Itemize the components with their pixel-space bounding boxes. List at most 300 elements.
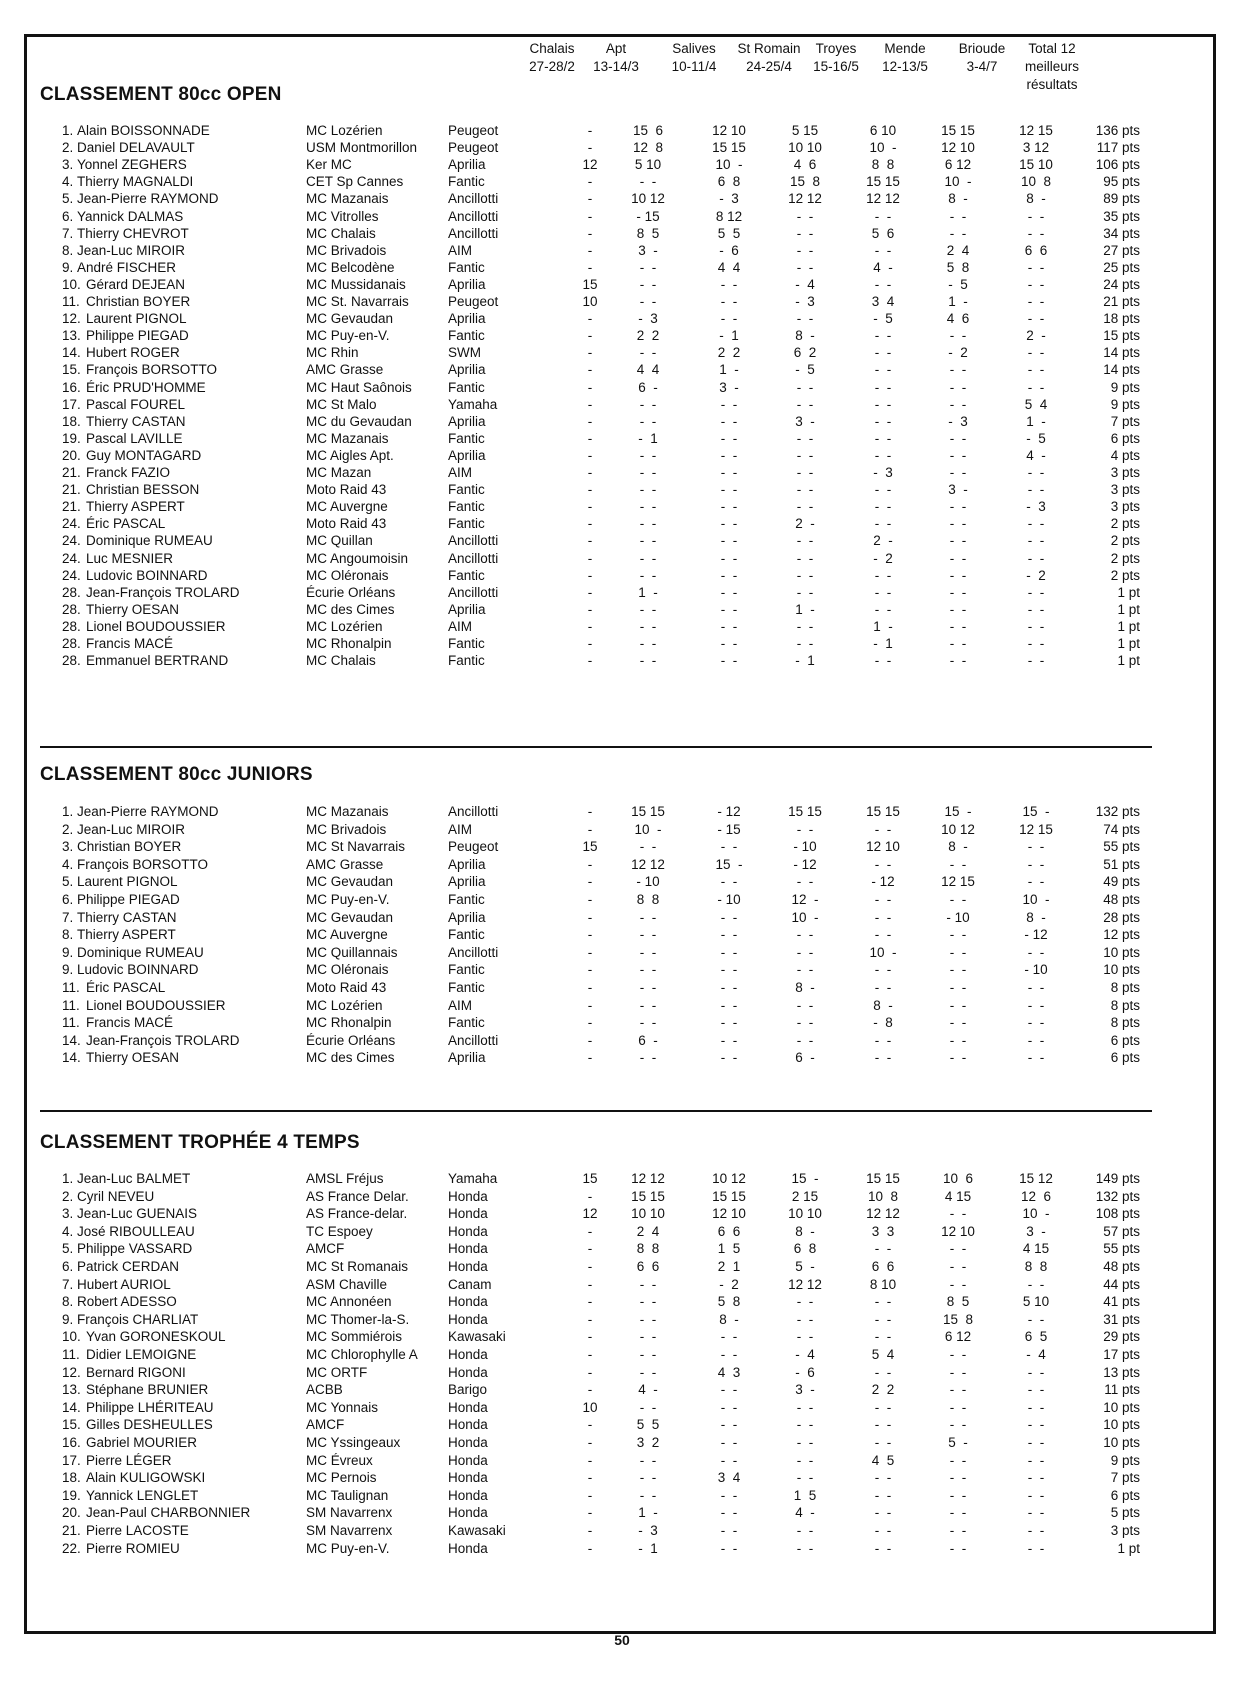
score-cell: - - — [1027, 345, 1045, 361]
rider-name: Jean-Luc BALMET — [77, 1171, 191, 1186]
score-cell: - - — [639, 294, 657, 309]
rank: 15. — [62, 1417, 81, 1433]
score-cell: 5 10 — [1022, 1294, 1050, 1310]
make-name: Fantic — [448, 927, 485, 943]
club-name: AMCF — [306, 1241, 345, 1257]
score-cell: - - — [949, 516, 967, 532]
make-name: Honda — [448, 1487, 488, 1503]
club-name: USM Montmorillon — [306, 140, 418, 156]
total-points: 31 pts — [1103, 1311, 1140, 1327]
score-cell: - - — [874, 447, 892, 463]
score-cell: - — [587, 1276, 593, 1292]
score-cell: 1 - — [638, 1505, 658, 1521]
score-cell: 8 8 — [871, 157, 895, 173]
table-row — [0, 1452, 1244, 1470]
score-cell: - - — [796, 997, 814, 1013]
score-cell: 15 8 — [789, 174, 821, 190]
make-name: Yamaha — [448, 396, 498, 412]
score-cell: 12 10 — [712, 123, 746, 138]
score-cell: - - — [1027, 311, 1045, 327]
score-cell: - — [587, 208, 593, 224]
score-cell: - - — [639, 550, 657, 566]
make-name: Fantic — [448, 636, 485, 651]
score-cell: - - — [639, 413, 657, 429]
total-points: 55 pts — [1103, 1241, 1140, 1257]
rider-name: Jean-François TROLARD — [86, 1032, 240, 1048]
rider-name: Yvan GORONESKOUL — [86, 1329, 226, 1345]
score-cell: 6 - — [795, 1050, 815, 1066]
make-name: Peugeot — [448, 294, 499, 309]
score-cell: - - — [796, 1540, 814, 1556]
make-name: Honda — [448, 1311, 488, 1327]
make-name: Ancillotti — [448, 191, 499, 207]
score-cell: - - — [1027, 874, 1045, 890]
score-cell: 15 15 — [941, 123, 975, 138]
rider-name: Jean-François TROLARD — [86, 584, 240, 600]
score-cell: 3 - — [795, 1382, 815, 1398]
make-name: Aprilia — [448, 362, 486, 378]
make-name: Yamaha — [448, 1171, 498, 1186]
table-row — [0, 567, 1244, 585]
column-header-date: 13-14/3 — [593, 59, 639, 74]
club-name: Ker MC — [306, 157, 352, 173]
make-name: Fantic — [448, 379, 485, 395]
score-cell: 10 10 — [631, 1206, 665, 1222]
score-cell: - 2 — [873, 550, 893, 566]
rank: 10. — [62, 276, 81, 292]
score-cell: 15 12 — [1019, 1171, 1053, 1186]
score-cell: 4 - — [795, 1505, 815, 1521]
total-points: 6 pts — [1110, 430, 1140, 446]
score-cell: - — [587, 328, 593, 344]
total-points: 74 pts — [1103, 821, 1140, 837]
table-row — [0, 584, 1244, 602]
club-name: Écurie Orléans — [306, 584, 396, 600]
make-name: AIM — [448, 465, 473, 480]
score-cell: - - — [796, 874, 814, 890]
total-points: 9 pts — [1110, 1452, 1140, 1468]
score-cell: - - — [796, 430, 814, 446]
rank: 9. — [62, 259, 74, 275]
score-cell: 12 - — [791, 892, 819, 907]
score-cell: 10 - — [1022, 892, 1050, 907]
score-cell: - - — [949, 1382, 967, 1398]
score-cell: 10 12 — [631, 191, 665, 207]
score-cell: - 6 — [795, 1364, 815, 1380]
score-cell: - — [587, 821, 593, 837]
rider-name: Lionel BOUDOUSSIER — [86, 618, 226, 634]
score-cell: 15 10 — [1019, 157, 1053, 173]
score-cell: - - — [796, 944, 814, 960]
section-title: CLASSEMENT TROPHÉE 4 TEMPS — [40, 1132, 360, 1153]
total-points: 35 pts — [1103, 208, 1140, 224]
table-row — [0, 1416, 1244, 1434]
score-cell: - - — [720, 1050, 738, 1066]
score-cell: 1 - — [948, 294, 968, 309]
table-row — [0, 891, 1244, 909]
score-cell: - - — [949, 653, 967, 669]
score-cell: 2 2 — [871, 1382, 895, 1398]
score-cell: 6 - — [638, 379, 658, 395]
score-cell: - — [587, 944, 593, 960]
score-cell: - - — [720, 980, 738, 995]
score-cell: - 12 — [871, 874, 895, 890]
rider-name: Francis MACÉ — [86, 1015, 174, 1031]
score-cell: - - — [720, 499, 738, 515]
score-cell: - - — [949, 1523, 967, 1538]
make-name: AIM — [448, 618, 473, 634]
score-cell: - - — [720, 1382, 738, 1398]
table-row — [0, 1170, 1244, 1188]
score-cell: - 3 — [948, 413, 968, 429]
table-row — [0, 635, 1244, 653]
score-cell: - - — [639, 1311, 657, 1327]
column-header-name: Mende — [884, 41, 926, 56]
table-row — [0, 276, 1244, 294]
score-cell: - - — [1027, 944, 1045, 960]
score-cell: - — [587, 1032, 593, 1048]
score-cell: - - — [720, 311, 738, 327]
rank: 11. — [62, 1347, 80, 1362]
score-cell: - - — [874, 516, 892, 532]
table-row — [0, 909, 1244, 927]
score-cell: 12 12 — [866, 1206, 900, 1222]
rank: 18. — [62, 1470, 81, 1486]
table-row — [0, 344, 1244, 362]
score-cell: 10 — [582, 294, 598, 309]
rank: 2. — [62, 821, 74, 837]
rank: 14. — [62, 1032, 81, 1048]
total-points: 15 pts — [1103, 328, 1140, 344]
score-cell: - - — [874, 1050, 892, 1066]
score-cell: - - — [949, 856, 967, 872]
club-name: MC Quillannais — [306, 944, 398, 960]
table-row — [0, 926, 1244, 944]
score-cell: - - — [949, 550, 967, 566]
total-points: 149 pts — [1095, 1171, 1140, 1186]
score-cell: - - — [720, 533, 738, 549]
score-cell: - - — [1027, 1505, 1045, 1521]
score-cell: - - — [874, 362, 892, 378]
score-cell: 6 6 — [636, 1259, 660, 1274]
score-cell: 3 - — [719, 379, 739, 395]
score-cell: - - — [639, 396, 657, 412]
score-cell: 10 6 — [942, 1171, 974, 1186]
score-cell: - - — [639, 276, 657, 292]
total-points: 11 pts — [1104, 1382, 1140, 1398]
score-cell: - — [587, 1329, 593, 1345]
total-points: 108 pts — [1095, 1206, 1140, 1222]
column-header-name: Chalais — [529, 41, 575, 56]
make-name: Ancillotti — [448, 533, 499, 549]
score-cell: - — [587, 1294, 593, 1310]
column-header-name: Apt — [605, 41, 627, 56]
table-row — [0, 122, 1244, 140]
rank: 4. — [62, 174, 74, 190]
score-cell: 8 - — [873, 997, 893, 1013]
score-cell: - - — [639, 653, 657, 669]
score-cell: 3 12 — [1022, 140, 1050, 156]
make-name: Aprilia — [448, 311, 486, 327]
make-name: Ancillotti — [448, 944, 499, 960]
table-row — [0, 430, 1244, 448]
score-cell: - — [587, 140, 593, 156]
rank: 14. — [62, 1399, 81, 1415]
total-points: 1 pt — [1117, 601, 1140, 617]
score-cell: - - — [1027, 208, 1045, 224]
rank: 24. — [62, 567, 81, 583]
rider-name: Jean-Luc MIROIR — [77, 821, 186, 837]
score-cell: 2 4 — [946, 242, 970, 258]
rank: 28. — [62, 618, 81, 634]
column-header-name: Salives — [672, 41, 716, 56]
score-cell: 4 5 — [871, 1452, 895, 1468]
total-points: 117 pts — [1096, 140, 1140, 156]
rider-name: Luc MESNIER — [86, 550, 174, 566]
score-cell: - - — [949, 1417, 967, 1433]
score-cell: - - — [796, 1015, 814, 1031]
club-name: Moto Raid 43 — [306, 516, 387, 532]
total-points: 132 pts — [1095, 804, 1140, 819]
make-name: Honda — [448, 1505, 488, 1521]
score-cell: 3 - — [638, 242, 658, 258]
score-cell: - — [587, 1259, 593, 1274]
total-points: 18 pts — [1103, 311, 1140, 327]
score-cell: 2 - — [795, 516, 815, 532]
table-row — [0, 1276, 1244, 1294]
rider-name: Pascal LAVILLE — [86, 430, 183, 446]
make-name: Honda — [448, 1435, 488, 1450]
score-cell: 12 10 — [941, 140, 975, 156]
score-cell: - - — [949, 1206, 967, 1222]
table-row — [0, 873, 1244, 891]
rank: 2. — [62, 1188, 74, 1204]
score-cell: - - — [639, 499, 657, 515]
score-cell: - - — [1027, 584, 1045, 600]
score-cell: - - — [720, 294, 738, 309]
score-cell: - — [587, 927, 593, 943]
score-cell: - - — [874, 345, 892, 361]
club-name: MC Yssingeaux — [306, 1435, 401, 1450]
table-row — [0, 601, 1244, 619]
score-cell: - 8 — [873, 1015, 893, 1031]
score-cell: 12 15 — [1019, 123, 1053, 138]
score-cell: - - — [639, 618, 657, 634]
table-row — [0, 1540, 1244, 1558]
score-cell: 6 12 — [944, 1329, 972, 1345]
score-cell: - - — [949, 225, 967, 241]
score-cell: 1 5 — [717, 1241, 741, 1257]
score-cell: - - — [639, 1364, 657, 1380]
club-name: MC Haut Saônois — [306, 379, 412, 395]
score-cell: 4 15 — [1022, 1241, 1050, 1257]
table-row — [0, 481, 1244, 499]
make-name: Honda — [448, 1540, 488, 1556]
rider-name: Didier LEMOIGNE — [86, 1347, 197, 1362]
club-name: MC Puy-en-V. — [306, 1540, 390, 1556]
rank: 21. — [62, 499, 81, 515]
score-cell: 12 12 — [631, 856, 665, 872]
rank: 2. — [62, 140, 74, 156]
rider-name: Laurent PIGNOL — [77, 874, 178, 890]
score-cell: - - — [720, 927, 738, 943]
score-cell: - 5 — [1026, 430, 1046, 446]
score-cell: - — [587, 1188, 593, 1204]
score-cell: - - — [874, 208, 892, 224]
score-cell: 3 2 — [636, 1435, 660, 1450]
rider-name: Yannick LENGLET — [86, 1487, 199, 1503]
score-cell: - - — [874, 1241, 892, 1257]
score-cell: - - — [949, 533, 967, 549]
score-cell: - — [587, 1241, 593, 1257]
score-cell: - - — [796, 584, 814, 600]
score-cell: - — [587, 482, 593, 498]
make-name: AIM — [448, 821, 473, 837]
club-name: MC Pernois — [306, 1470, 377, 1486]
score-cell: 10 10 — [788, 140, 822, 156]
total-points: 1 pt — [1117, 653, 1140, 669]
column-header — [1002, 40, 1102, 94]
total-points: 10 pts — [1103, 944, 1140, 960]
score-cell: - - — [874, 430, 892, 446]
rider-name: Pierre LÉGER — [86, 1452, 172, 1468]
make-name: SWM — [448, 345, 481, 361]
rank: 11. — [62, 980, 80, 995]
club-name: ACBB — [306, 1382, 343, 1398]
total-points: 3 pts — [1110, 499, 1140, 515]
rank: 9. — [62, 1311, 74, 1327]
make-name: Honda — [448, 1399, 488, 1415]
score-cell: - - — [1027, 839, 1045, 855]
rank: 22. — [62, 1540, 81, 1556]
score-cell: - 1 — [638, 1540, 658, 1556]
score-cell: - — [587, 1417, 593, 1433]
score-cell: - 3 — [638, 311, 658, 327]
score-cell: 15 - — [1022, 804, 1050, 819]
score-cell: 8 - — [719, 1311, 739, 1327]
score-cell: - - — [949, 892, 967, 907]
column-header-date: 10-11/4 — [671, 59, 717, 74]
column-header-date: meilleurs — [1024, 59, 1079, 74]
score-cell: 6 8 — [717, 174, 741, 190]
score-cell: - - — [1027, 618, 1045, 634]
score-cell: 1 - — [795, 601, 815, 617]
score-cell: - — [587, 1540, 593, 1556]
score-cell: 4 3 — [717, 1364, 741, 1380]
score-cell: - - — [1027, 1032, 1045, 1048]
table-row — [0, 1049, 1244, 1067]
score-cell: - - — [1027, 601, 1045, 617]
score-cell: 8 - — [1026, 909, 1046, 925]
score-cell: - - — [796, 259, 814, 275]
score-cell: 6 10 — [869, 123, 897, 138]
score-cell: - — [587, 962, 593, 978]
make-name: Fantic — [448, 174, 485, 190]
score-cell: - - — [639, 636, 657, 651]
total-points: 136 pts — [1095, 123, 1140, 138]
score-cell: - 4 — [795, 276, 815, 292]
score-cell: - — [587, 447, 593, 463]
score-cell: - — [587, 533, 593, 549]
total-points: 106 pts — [1095, 157, 1140, 173]
section-divider — [40, 746, 1152, 748]
score-cell: - - — [874, 1523, 892, 1538]
rank: 14. — [62, 345, 81, 361]
score-cell: - - — [720, 1347, 738, 1362]
rank: 3. — [62, 157, 74, 173]
club-name: AMCF — [306, 1417, 345, 1433]
score-cell: - - — [874, 499, 892, 515]
score-cell: - — [587, 1470, 593, 1486]
rider-name: Alain KULIGOWSKI — [86, 1470, 206, 1486]
score-cell: 10 - — [869, 140, 897, 156]
rider-name: Ludovic BOINNARD — [86, 567, 208, 583]
score-cell: - - — [874, 1294, 892, 1310]
score-cell: - 4 — [795, 1347, 815, 1362]
rider-name: Lionel BOUDOUSSIER — [86, 997, 226, 1013]
column-header-date: 27-28/2 — [529, 59, 575, 74]
score-cell: 15 — [582, 839, 598, 855]
score-cell: - - — [949, 430, 967, 446]
score-cell: - 1 — [873, 636, 893, 651]
rider-name: Hubert AURIOL — [77, 1276, 171, 1292]
score-cell: 5 5 — [636, 1417, 660, 1433]
score-cell: - - — [796, 311, 814, 327]
club-name: MC Oléronais — [306, 962, 389, 978]
score-cell: - 10 — [1024, 962, 1048, 978]
score-cell: 2 - — [873, 533, 893, 549]
rank: 15. — [62, 362, 81, 378]
score-cell: - - — [1027, 636, 1045, 651]
rider-name: François BORSOTTO — [77, 856, 209, 872]
score-cell: - - — [949, 379, 967, 395]
score-cell: 8 5 — [636, 225, 660, 241]
club-name: MC Oléronais — [306, 567, 389, 583]
score-cell: 15 — [582, 1171, 598, 1186]
score-cell: - 10 — [946, 909, 970, 925]
total-points: 13 pts — [1103, 1364, 1140, 1380]
score-cell: - — [587, 413, 593, 429]
score-cell: 6 2 — [793, 345, 817, 361]
score-cell: - - — [796, 242, 814, 258]
table-row — [0, 1434, 1244, 1452]
score-cell: - - — [949, 980, 967, 995]
rank: 3. — [62, 839, 74, 855]
score-cell: - - — [796, 465, 814, 480]
score-cell: 10 — [582, 1399, 598, 1415]
club-name: MC des Cimes — [306, 601, 395, 617]
score-cell: - — [587, 123, 593, 138]
score-cell: 2 - — [1026, 328, 1046, 344]
rider-name: Pierre ROMIEU — [86, 1540, 180, 1556]
rider-name: Thierry ASPERT — [77, 927, 176, 943]
score-cell: - 12 — [793, 856, 817, 872]
score-cell: - - — [874, 927, 892, 943]
score-cell: - - — [874, 1435, 892, 1450]
table-row — [0, 652, 1244, 670]
score-cell: 8 12 — [715, 208, 743, 224]
score-cell: - - — [874, 413, 892, 429]
score-cell: - - — [1027, 1470, 1045, 1486]
score-cell: - - — [720, 413, 738, 429]
score-cell: - - — [796, 533, 814, 549]
score-cell: - - — [874, 653, 892, 669]
score-cell: - 2 — [1026, 567, 1046, 583]
score-cell: 12 12 — [788, 191, 822, 207]
score-cell: - - — [639, 1329, 657, 1345]
total-points: 1 pt — [1117, 1540, 1140, 1556]
score-cell: - - — [639, 1276, 657, 1292]
